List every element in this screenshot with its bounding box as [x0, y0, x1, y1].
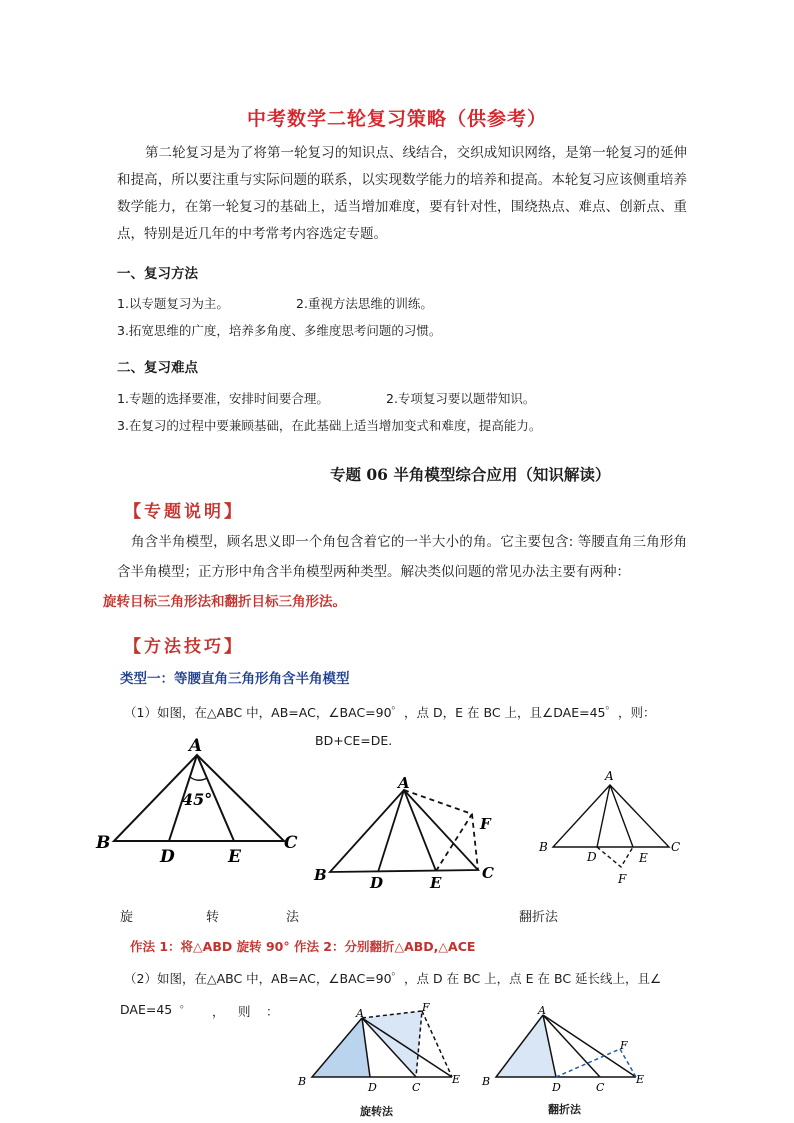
label-method: 【方法技巧】	[124, 637, 244, 657]
fig1-label-a: A	[189, 736, 203, 756]
caption-fold: 翻折法	[519, 910, 559, 925]
fig5-label-b: B	[482, 1075, 491, 1088]
fig5-label-c: C	[596, 1081, 605, 1094]
fig5-label-d: D	[552, 1081, 561, 1094]
topic-title: 专题 06 半角模型综合应用（知识解读）	[330, 465, 611, 484]
fig2-label-f: F	[480, 815, 491, 833]
fig3-label-e: E	[639, 851, 648, 865]
fig4-label-e: E	[452, 1073, 461, 1086]
fig3-label-c: C	[671, 840, 681, 854]
q2-line2c: ，	[212, 1004, 225, 1019]
figure-folding	[535, 765, 685, 890]
fig1-angle-label: 45°	[182, 790, 213, 809]
q2-text: （2）如图，在△ABC 中，AB=AC，∠BAC=90゜，点 D 在 BC 上，点 E 在 BC 延长线上，且∠	[124, 971, 662, 986]
fig3-label-a: A	[605, 769, 614, 783]
figure-folding-2	[478, 1005, 648, 1095]
explain-paragraph	[103, 527, 687, 617]
section2-heading: 二、复习难点	[117, 360, 198, 376]
q2-line2e: ：	[266, 1004, 279, 1019]
q1-conclusion: BD+CE=DE.	[315, 733, 393, 748]
caption-rotate-2: 转	[206, 910, 220, 925]
method-line: 作法 1：将△ABD 旋转 90° 作法 2：分别翻折△ABD,△ACE	[130, 939, 476, 954]
fig1-label-e: E	[228, 847, 241, 867]
fig2-label-c: C	[482, 864, 494, 882]
caption-fig4: 旋转法	[360, 1105, 393, 1118]
fig3-label-d: D	[587, 850, 597, 864]
fig2-label-b: B	[314, 866, 327, 884]
fig2-label-e: E	[430, 874, 442, 890]
fig5-label-e: E	[636, 1073, 645, 1086]
section1-heading: 一、复习方法	[117, 266, 198, 282]
section1-item3: 3.拓宽思维的广度，培养多角度、多维度思考问题的习惯。	[117, 323, 442, 338]
fig2-label-d: D	[370, 874, 384, 890]
caption-rotate-1: 旋	[120, 910, 134, 925]
fig4-label-d: D	[368, 1081, 377, 1094]
caption-rotate-3: 法	[286, 910, 300, 925]
fig5-label-a: A	[538, 1005, 546, 1017]
fig4-label-b: B	[298, 1075, 307, 1088]
section1-item2: 2.重视方法思维的训练。	[296, 296, 433, 311]
fig3-label-b: B	[539, 840, 548, 854]
fig4-label-a: A	[356, 1007, 364, 1020]
q2-line2b: ゜	[180, 1004, 193, 1019]
fig1-label-c: C	[284, 833, 298, 853]
page-title: 中考数学二轮复习策略（供参考）	[246, 108, 547, 130]
fig5-label-f: F	[620, 1039, 628, 1052]
section2-item3: 3.在复习的过程中要兼顾基础，在此基础上适当增加变式和难度，提高能力。	[117, 418, 542, 433]
explain-red: 旋转目标三角形法和翻折目标三角形法。	[103, 594, 346, 610]
type1-title: 类型一：等腰直角三角形角含半角模型	[120, 671, 350, 687]
section2-item2: 2.专项复习要以题带知识。	[386, 391, 536, 406]
fig4-label-f: F	[422, 1003, 430, 1014]
label-explain: 【专题说明】	[124, 502, 244, 522]
fig2-label-a: A	[398, 774, 410, 792]
q1-text: （1）如图，在△ABC 中，AB=AC，∠BAC=90゜，点 D，E 在 BC 上，且∠DAE=45゜，则：	[124, 705, 656, 720]
fig1-label-d: D	[160, 847, 175, 867]
explain-text: 角含半角模型，顾名思义即一个角包含着它的一半大小的角。它主要包含: 等腰直角三角形角含半角模型；正方形中角含半角模型两种类型。解决类似问题的常见办法主要有两种：	[117, 534, 687, 580]
fig4-label-c: C	[412, 1081, 421, 1094]
figure-rotation	[310, 772, 510, 890]
q2-line2d: 则	[238, 1004, 251, 1019]
section1-item1: 1.以专题复习为主。	[117, 296, 229, 311]
figure-rotation-2	[292, 1003, 467, 1095]
fig1-label-b: B	[96, 833, 111, 853]
fig3-label-f: F	[618, 872, 627, 886]
figure-basic-triangle	[92, 733, 302, 868]
intro-paragraph: 第二轮复习是为了将第一轮复习的知识点、线结合，交织成知识网络，是第一轮复习的延伸和提高，所以要注重与实际问题的联系，以实现数学能力的培养和提高。本轮复习应该侧重培养数学能力，在第一轮复习的基础上，适当增加难度，要有针对性，围绕热点、难点、创新点、重点，特别是近几年的中考常考内容选定专题。	[117, 145, 687, 242]
q2-line2a: DAE=45	[120, 1002, 173, 1017]
section2-item1: 1.专题的选择要准，安排时间要合理。	[117, 391, 329, 406]
caption-fig5: 翻折法	[548, 1103, 581, 1116]
